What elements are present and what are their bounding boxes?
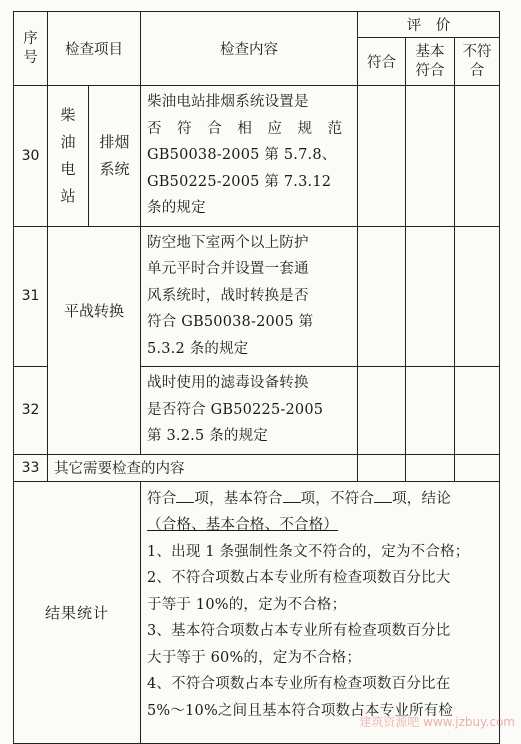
result-rule-line: 1、出现 1 条强制性条文不符合的，定为不合格；	[147, 543, 470, 560]
content-line: 5.3.2 条的规定	[147, 340, 249, 357]
content-line: 防空地下室两个以上防护	[147, 234, 309, 251]
row-subitem	[89, 86, 141, 227]
content-line: 风系统时，战时转换是否	[147, 287, 309, 304]
header-eval-label: 评 价	[406, 18, 451, 34]
inspection-table	[13, 11, 500, 744]
content-line: GB50038-2005 第 5.7.8、	[147, 147, 337, 163]
merged-item	[48, 226, 141, 454]
summary-conclusion-text: 项，结论	[392, 490, 451, 507]
content-line: 否 符 合 相 应 规 范	[147, 120, 348, 137]
eval-basic-cell[interactable]	[406, 226, 455, 367]
header-content-label: 检查内容	[220, 42, 278, 58]
row-number: 32	[14, 367, 48, 455]
header-nonconform-label: 不符合	[462, 43, 492, 79]
result-rule-line: 2、不符合项数占本专业所有检查项数百分比大	[147, 570, 451, 586]
watermark: 建筑资源吧 www.jzbuy.com	[359, 715, 515, 729]
eval-conform-cell[interactable]	[358, 86, 406, 227]
eval-conform-cell[interactable]	[358, 367, 406, 455]
header-item-label: 检查项目	[65, 42, 123, 58]
merged-item-label: 平战转换	[63, 301, 124, 320]
conform-count-blank[interactable]	[176, 490, 194, 503]
header-seq-label: 序号	[23, 30, 38, 66]
content-line: GB50225-2005 第 7.3.12	[147, 173, 332, 190]
row33-label: 其它需要检查的内容	[54, 461, 185, 477]
content-line: 第 3.2.5 条的规定	[147, 428, 269, 444]
eval-basic-cell[interactable]	[406, 454, 455, 481]
summary-nonconform-text: 项，不符合	[300, 490, 375, 507]
header-conform	[358, 38, 406, 86]
content-line: 符合 GB50038-2005 第	[147, 314, 314, 330]
content-line: 条的规定	[147, 200, 206, 216]
eval-basic-cell[interactable]	[406, 367, 455, 455]
row-subitem-text: 排烟系统	[99, 132, 130, 178]
result-label-cell	[14, 481, 141, 743]
row-number: 30	[14, 86, 48, 227]
header-seq	[14, 12, 48, 86]
eval-nonconform-cell[interactable]	[455, 226, 500, 367]
header-basic-label: 基本符合	[415, 43, 445, 79]
result-conclusion-options	[147, 512, 493, 539]
summary-conform-text: 符合	[147, 490, 177, 507]
content-line: 柴油电站排烟系统设置是	[147, 94, 309, 110]
eval-conform-cell[interactable]	[358, 226, 406, 367]
header-conform-label: 符合	[367, 55, 396, 71]
eval-nonconform-cell[interactable]	[455, 86, 500, 227]
header-nonconform	[455, 38, 500, 86]
basic-count-blank[interactable]	[283, 490, 301, 503]
header-eval	[358, 12, 500, 38]
eval-nonconform-cell[interactable]	[455, 367, 500, 455]
row-category-text: 柴油电站	[60, 105, 76, 205]
eval-basic-cell[interactable]	[406, 86, 455, 227]
content-line: 战时使用的滤毒设备转换	[147, 375, 309, 391]
result-row	[14, 481, 500, 743]
summary-basic-text: 项，基本符合	[194, 490, 283, 507]
result-rule-line: 5%～10%之间且基本符合项数占本专业所有检	[147, 702, 454, 719]
row-number: 33	[14, 454, 48, 481]
header-content	[141, 12, 358, 86]
result-rule-line: 4、不符合项数占本专业所有检查项数百分比在	[147, 676, 451, 692]
result-label: 结果统计	[44, 603, 109, 622]
eval-conform-cell[interactable]	[358, 454, 406, 481]
content-line: 单元平时合并设置一套通	[147, 261, 309, 277]
table-row	[14, 226, 500, 367]
row-content	[141, 86, 358, 227]
header-basic	[406, 38, 455, 86]
row-content	[141, 367, 358, 455]
result-summary-line	[147, 486, 493, 513]
row33-content	[48, 454, 358, 481]
header-item	[48, 12, 141, 86]
nonconform-count-blank[interactable]	[374, 490, 392, 503]
result-content	[141, 481, 500, 743]
table-row	[14, 86, 500, 227]
row-content	[141, 226, 358, 367]
result-rule-line: 3、基本符合项数占本专业所有检查项数百分比	[147, 623, 451, 639]
result-rule-line: 大于等于 60%的，定为不合格；	[147, 649, 362, 666]
row-number: 31	[14, 226, 48, 367]
result-rule-line: 于等于 10%的，定为不合格；	[147, 596, 347, 613]
eval-nonconform-cell[interactable]	[455, 454, 500, 481]
content-line: 是否符合 GB50225-2005	[147, 401, 324, 418]
row-category	[48, 86, 89, 227]
conclusion-options-text: （合格、基本合格、不合格）	[147, 517, 339, 533]
table-row	[14, 454, 500, 481]
